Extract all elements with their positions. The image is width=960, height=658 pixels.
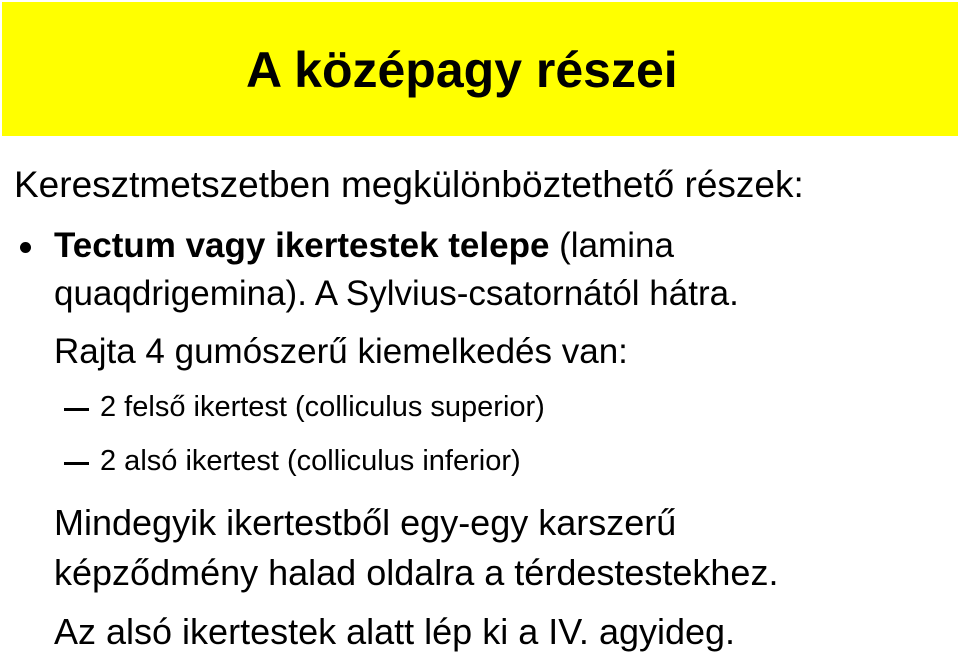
bullet-line-2: quaqdrigemina). A Sylvius-csatornától hátra. — [54, 274, 739, 313]
dash-icon — [64, 462, 89, 465]
sub-item-inferior: 2 alsó ikertest (colliculus inferior) — [100, 445, 521, 477]
sub-item-superior: 2 felső ikertest (colliculus superior) — [100, 391, 545, 423]
bullet-normal-text: (lamina — [549, 226, 674, 265]
bullet-line-3: Rajta 4 gumószerű kiemelkedés van: — [54, 332, 628, 371]
paragraph-2: Az alsó ikertestek alatt lép ki a IV. agyideg. — [54, 611, 736, 652]
bullet-line-1 — [54, 228, 674, 263]
intro-text: Keresztmetszetben megkülönböztethető részek: — [14, 164, 804, 205]
dash-icon — [64, 408, 89, 411]
bullet-bold-text: Tectum vagy ikertestek telepe — [54, 226, 550, 265]
slide-title: A középagy részei — [246, 42, 678, 98]
paragraph-1-line-2: képződmény halad oldalra a térdestestekhez. — [54, 552, 779, 593]
paragraph-1-line-1: Mindegyik ikertestből egy-egy karszerű — [54, 502, 677, 543]
bullet-icon — [20, 242, 31, 253]
